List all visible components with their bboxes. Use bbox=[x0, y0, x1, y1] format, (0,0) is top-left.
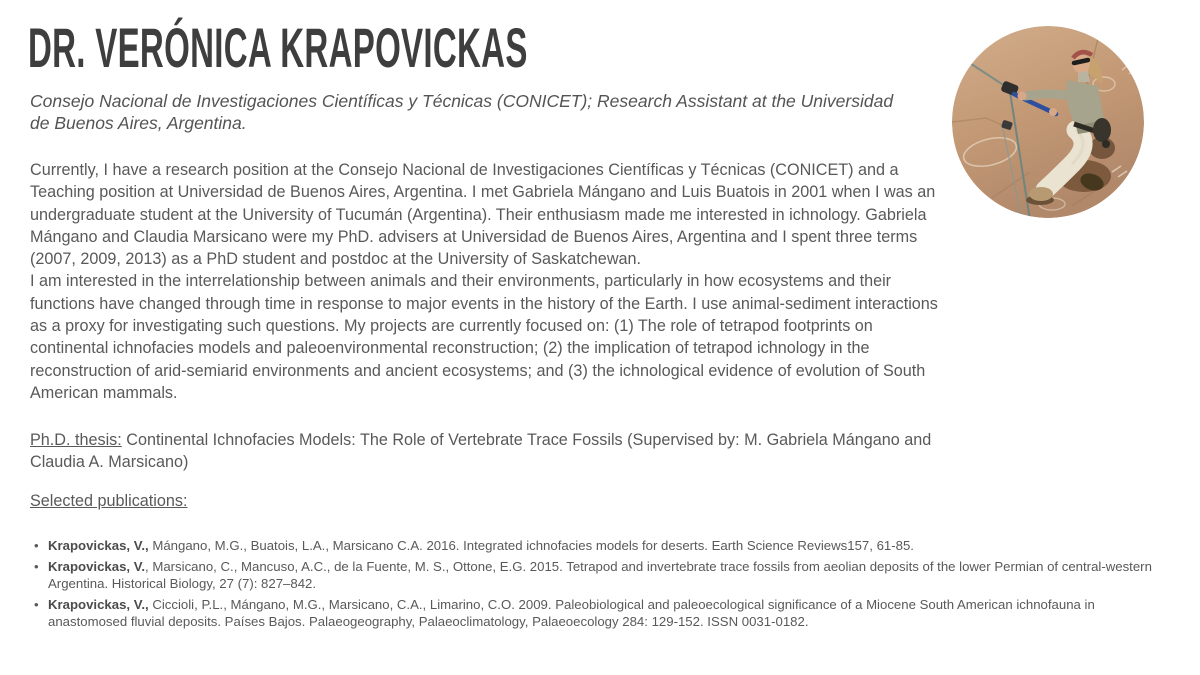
selected-publications-heading: Selected publications: bbox=[30, 492, 188, 510]
affiliation-subtitle: Consejo Nacional de Investigaciones Científicas y Técnicas (CONICET); Research Assistant at the Universidad de Buenos Aires, Argentina. bbox=[30, 91, 894, 133]
profile-photo bbox=[952, 26, 1144, 218]
publication-item bbox=[30, 558, 1170, 593]
publication-item bbox=[30, 537, 1170, 555]
publication-citation: , Marsicano, C., Mancuso, A.C., de la Fuente, M. S., Ottone, E.G. 2015. Tetrapod and invertebrate trace fossils from aeolian deposits of the lower Permian of central-western Argentina. Historical Biology, 27 (7): 827–842. bbox=[48, 558, 1152, 591]
publication-author-bold: Krapovickas, V., bbox=[48, 538, 149, 553]
biography-text bbox=[30, 159, 954, 404]
publication-author-bold: Krapovickas, V., bbox=[48, 596, 149, 612]
publication-item bbox=[30, 596, 1170, 631]
phd-thesis-line bbox=[30, 429, 935, 474]
bullet-icon: • bbox=[34, 558, 39, 574]
bio-paragraph-1: Currently, I have a research position at the Consejo Nacional de Investigaciones Científicas y Técnicas (CONICET) and a Teaching position at Universidad de Buenos Aires, Argentina. I met Gabriela Mángano and Luis Buatois in 2001 when I was an undergraduate student at the University of Tucumán (Argentina). Their enthusiasm made me interested in ichnology. Gabriela Mángano and Claudia Marsicano were my PhD. advisers at Universidad de Buenos Aires, Argentina and I spent three terms (2007, 2009, 2013) as a PhD student and postdoc at the University of Saskatchewan. bbox=[30, 161, 936, 269]
bullet-icon: • bbox=[34, 596, 39, 612]
bullet-icon: • bbox=[34, 538, 39, 553]
publications-list bbox=[30, 537, 1170, 634]
phd-thesis-label: Ph.D. thesis: bbox=[30, 431, 122, 449]
publication-author-bold: Krapovickas, V. bbox=[48, 558, 146, 574]
phd-thesis-text: Continental Ichnofacies Models: The Role of Vertebrate Trace Fossils (Supervised by: M. Gabriela Mángano and Claudia A. Marsicano) bbox=[30, 431, 932, 472]
page-title: DR. VERÓNICA KRAPOVICKAS bbox=[28, 16, 528, 79]
publication-citation: Ciccioli, P.L., Mángano, M.G., Marsicano, C.A., Limarino, C.O. 2009. Paleobiological and paleoecological significance of a Miocene South American ichnofauna in anastomosed fluvial deposits. Países Bajos. Palaeogeography, Palaeoclimatology, Palaeoecology 284: 129-152. ISSN 0031-0182. bbox=[48, 596, 1095, 629]
field-photo-illustration bbox=[952, 26, 1144, 218]
publication-citation: Mángano, M.G., Buatois, L.A., Marsicano C.A. 2016. Integrated ichnofacies models for deserts. Earth Science Reviews157, 61-85. bbox=[148, 538, 914, 553]
bio-paragraph-2: I am interested in the interrelationship between animals and their environments, particularly in how ecosystems and their functions have changed through time in response to major events in the history of the Earth. I use animal-sediment interactions as a proxy for investigating such questions. My projects are currently focused on: (1) The role of tetrapod footprints on continental ichnofacies models and paleoenvironmental reconstruction; (2) the implication of tetrapod ichnology in the reconstruction of arid-semiarid environments and ancient ecosystems; and (3) the ichnological evidence of evolution of South American mammals. bbox=[30, 272, 938, 402]
